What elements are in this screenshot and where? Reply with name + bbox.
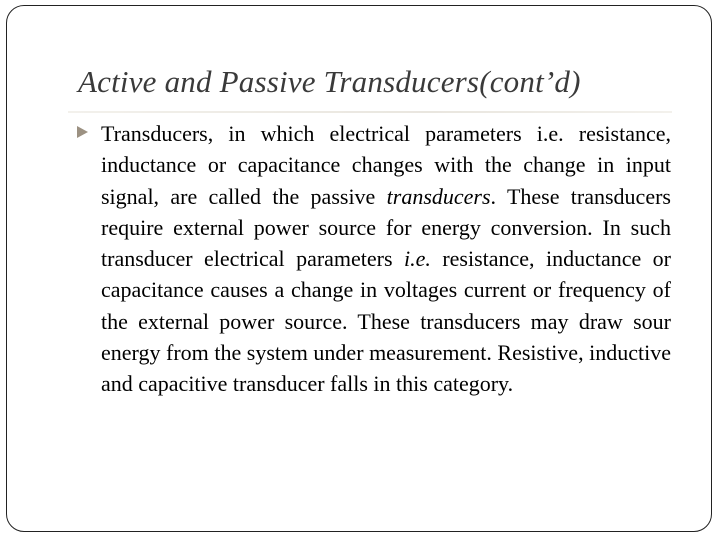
paragraph-text-1: Transducers, in which electrical parameters i.e. resistance, inductance or capacitance changes with the change in input signal, are called the passive xyxy=(101,121,671,209)
body-paragraph xyxy=(101,118,671,400)
paragraph-emphasis-transducers: transducers xyxy=(386,183,491,209)
title-divider xyxy=(68,111,672,113)
paragraph-emphasis-ie: i.e. xyxy=(404,246,431,272)
paragraph-text-2: . These transducers require external power source for energy conversion. In such transducer electrical parameters xyxy=(101,183,671,272)
triangle-bullet-icon xyxy=(77,126,88,138)
paragraph-text-3: resistance, inductance or capacitance causes a change in voltages current or frequency of the external power source. These transducers may draw sour energy from the system under measurement. Resistive, inductive and capacitive transducer falls in this category. xyxy=(101,246,672,397)
slide-title: Active and Passive Transducers(cont’d) xyxy=(78,64,581,99)
